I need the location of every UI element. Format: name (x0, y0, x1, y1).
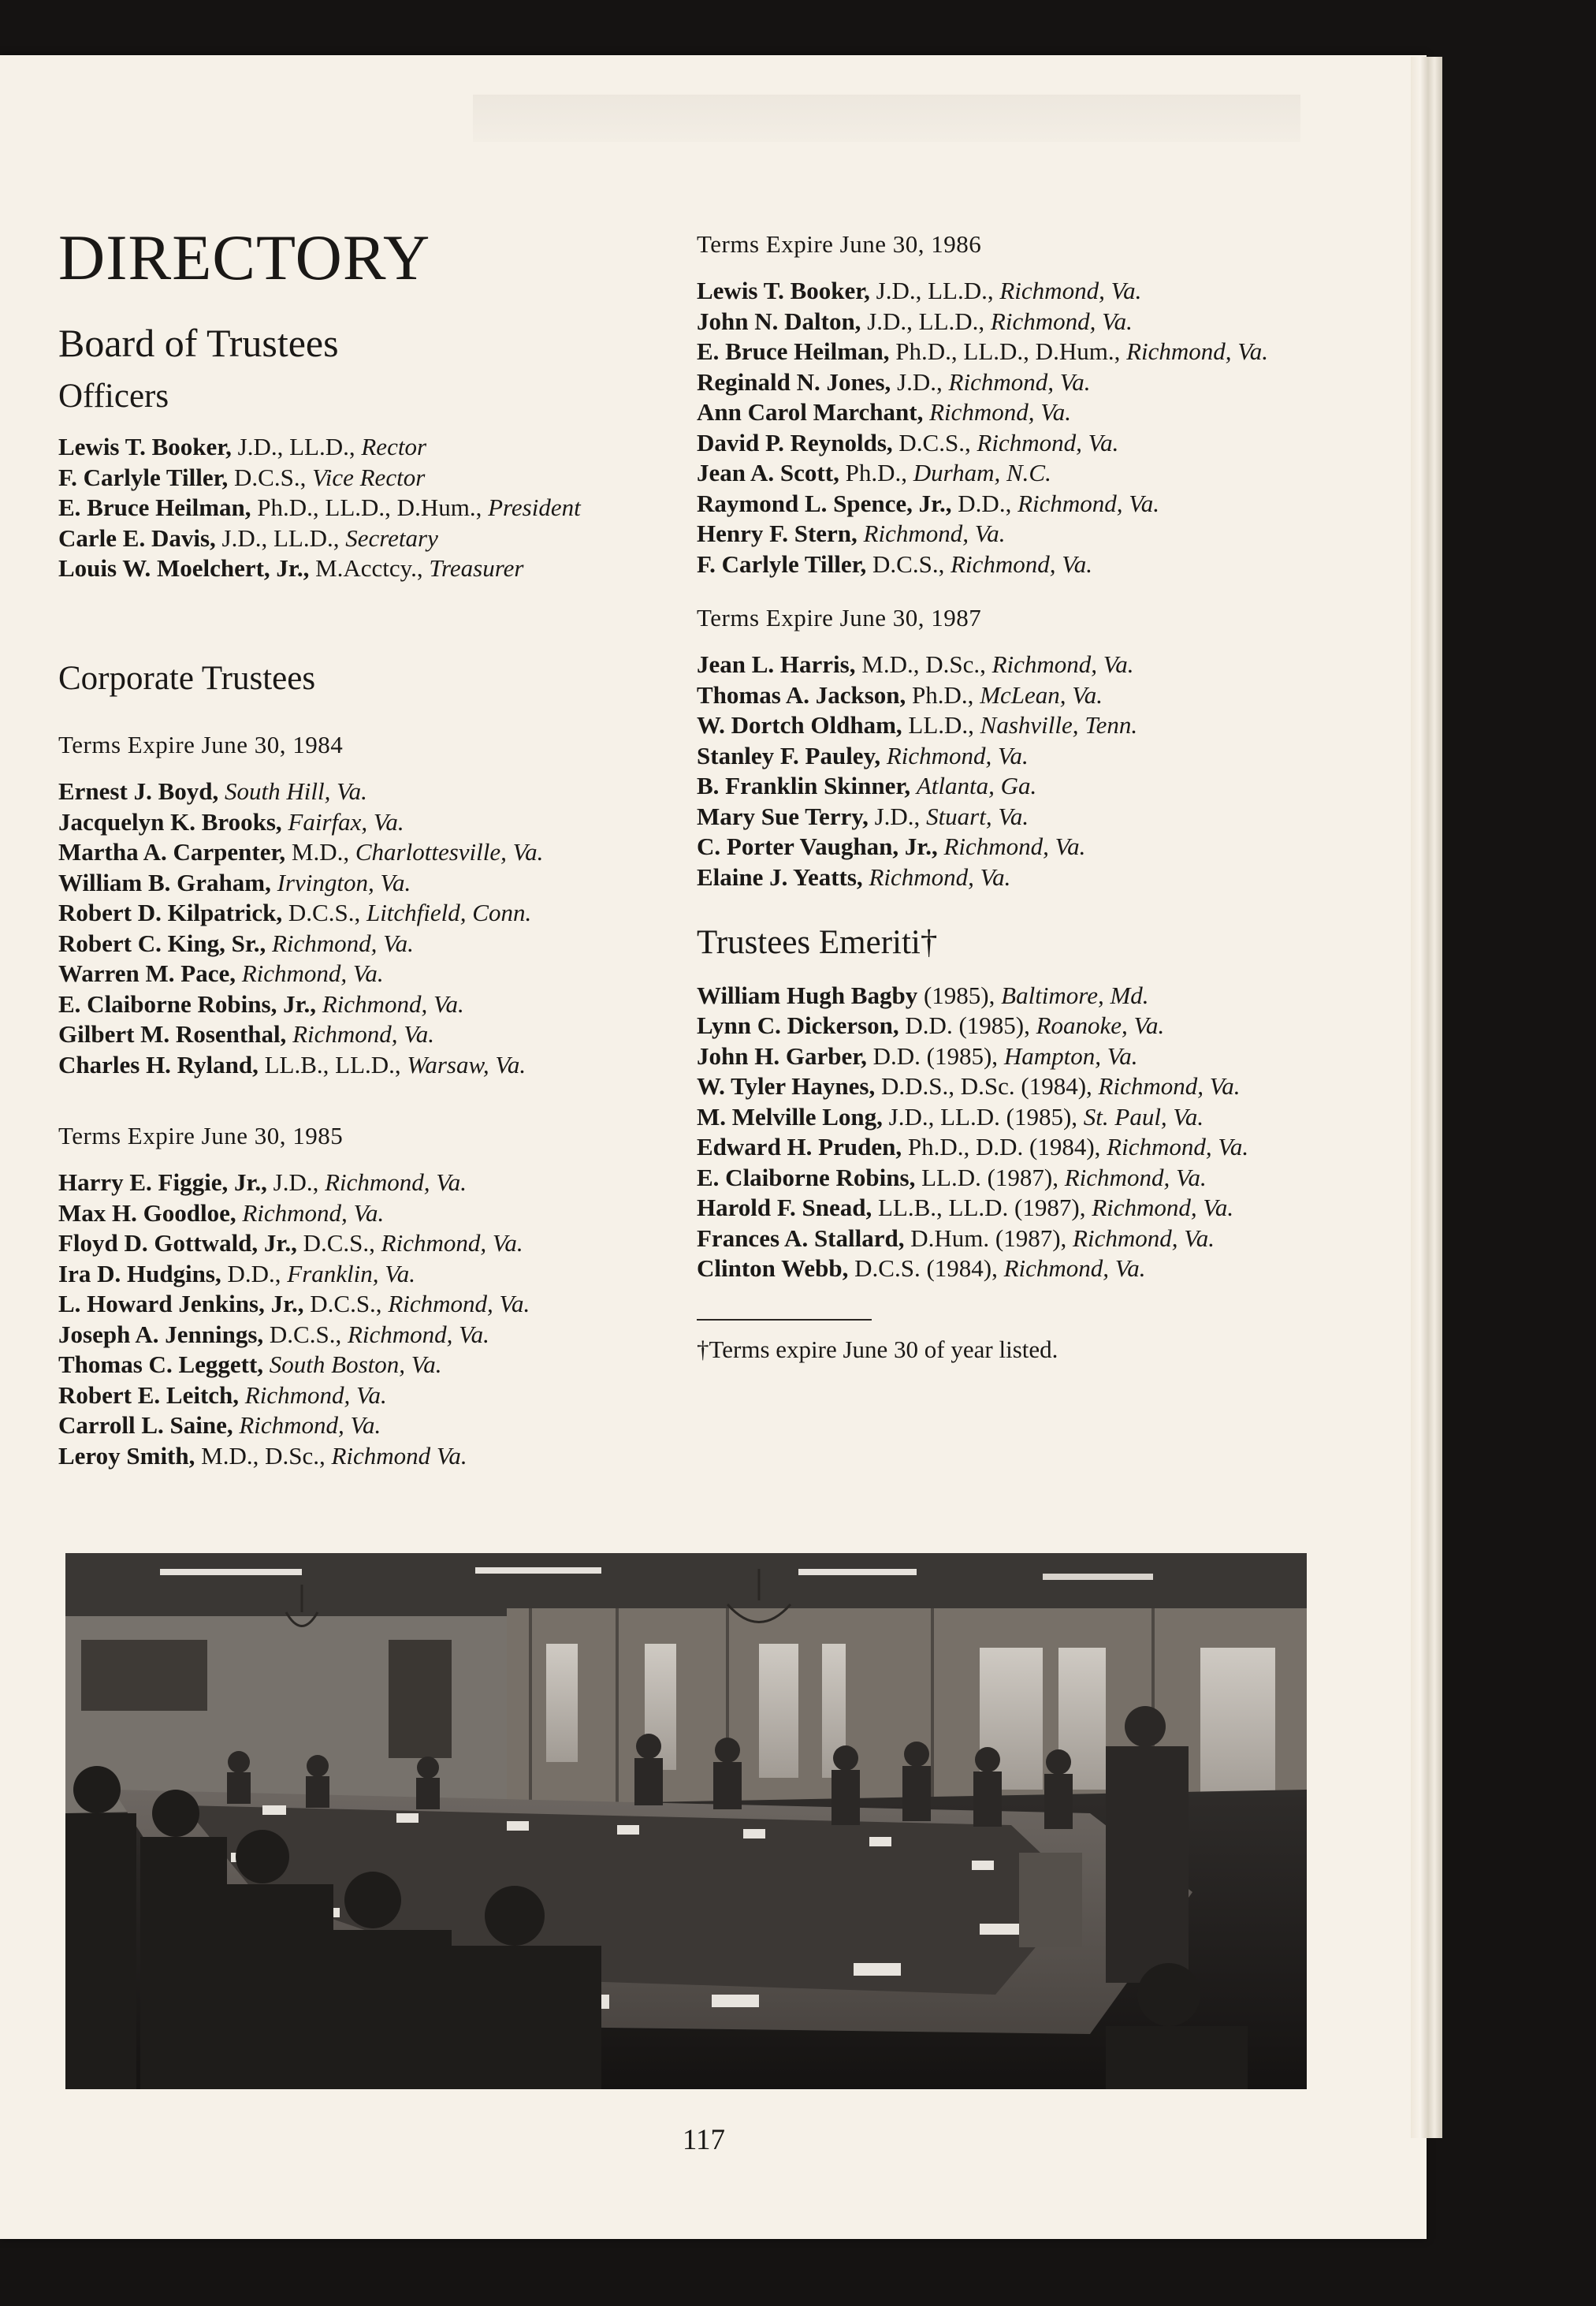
trustee-entry (697, 489, 1375, 520)
trustee-place: Richmond, Va. (1107, 1133, 1249, 1161)
trustee-place: Richmond, Va. (977, 428, 1119, 456)
trustee-place: Richmond, Va. (869, 862, 1011, 891)
trustee-place: Richmond, Va. (244, 1380, 387, 1409)
trustee-place: Richmond, Va. (1098, 1072, 1241, 1101)
trustee-degrees: M.D., (285, 838, 355, 866)
trustee-degrees: D.D. (1985), (898, 1011, 1036, 1040)
trustee-entry (58, 1168, 689, 1198)
board-meeting-photo (65, 1553, 1307, 2089)
trustee-entry (58, 463, 689, 494)
trustee-entry (697, 1041, 1375, 1072)
trustee-entry (58, 959, 689, 989)
trustee-entry (58, 1019, 689, 1050)
trustee-degrees (263, 1350, 270, 1378)
trustee-entry (697, 1224, 1375, 1254)
corporate-heading: Corporate Trustees (58, 659, 316, 697)
trustee-entry (697, 832, 1375, 862)
trustee-degrees: J.D., (868, 802, 927, 830)
trustee-place: Richmond, Va. (347, 1320, 489, 1348)
trustee-name: Thomas A. Jackson, (697, 680, 906, 709)
trustee-degrees: Ph.D., LL.D., D.Hum., (251, 494, 489, 522)
trustee-name: Ann Carol Marchant, (697, 398, 924, 427)
trustee-name: John H. Garber, (697, 1041, 867, 1070)
trustee-entry (697, 710, 1375, 741)
trustee-entry (58, 1320, 689, 1350)
trustee-name: Charles H. Ryland, (58, 1050, 259, 1078)
trustee-place: Richmond Va. (331, 1441, 467, 1470)
trustee-entry (697, 741, 1375, 772)
trustee-place: Richmond, Va. (943, 833, 1086, 861)
trustee-entry (58, 1441, 689, 1472)
trustee-degrees: M.Acctcy., (309, 554, 430, 583)
trustee-name: Robert E. Leitch, (58, 1380, 240, 1409)
trustee-name: B. Franklin Skinner, (697, 772, 911, 800)
trustee-degrees: D.D. (1985), (866, 1041, 1004, 1070)
trustee-degrees: Ph.D., D.D. (1984), (902, 1133, 1107, 1161)
trustee-entry (697, 519, 1375, 549)
trustee-name: Raymond L. Spence, Jr., (697, 489, 952, 517)
trustee-entry (58, 837, 689, 868)
trustee-place: Richmond, Va. (1017, 489, 1160, 517)
trustee-degrees (858, 520, 864, 547)
trustee-name: Max H. Goodloe, (58, 1198, 236, 1227)
trustee-name: Harold F. Snead, (697, 1194, 872, 1222)
trustee-entry (697, 680, 1375, 711)
trustee-degrees: Ph.D., LL.D., D.Hum., (889, 337, 1127, 366)
trustee-place: Stuart, Va. (926, 802, 1029, 830)
trustee-name: Thomas C. Leggett, (58, 1350, 264, 1379)
trustee-place: Franklin, Va. (287, 1259, 416, 1287)
trustee-name: F. Carlyle Tiller, (58, 463, 229, 491)
trustee-degrees: D.C.S., (296, 1229, 381, 1257)
trustee-name: Harry E. Figgie, Jr., (58, 1168, 267, 1197)
trustee-entry (697, 549, 1375, 580)
trustee-name: Lewis T. Booker, (58, 433, 232, 461)
trustee-place: Richmond, Va. (1126, 337, 1269, 366)
term-1986-list (697, 276, 1375, 579)
trustee-place: Warsaw, Va. (407, 1050, 526, 1078)
right-column (697, 213, 1375, 1365)
trustee-entry (697, 1102, 1375, 1133)
trustee-degrees: J.D., LL.D., (231, 433, 362, 461)
trustee-entry (58, 432, 689, 463)
trustee-place: President (488, 494, 581, 522)
trustee-degrees (880, 742, 887, 769)
trustee-entry (58, 929, 689, 959)
page-stack-edge (1411, 57, 1442, 2138)
page-title: DIRECTORY (58, 222, 431, 293)
trustee-degrees (923, 398, 929, 426)
trustee-degrees: D.D., (951, 489, 1018, 517)
term-1987-label: Terms Expire June 30, 1987 (697, 604, 982, 632)
trustee-entry (58, 1289, 689, 1320)
trustee-name: E. Bruce Heilman, (697, 337, 890, 366)
trustee-name: Martha A. Carpenter, (58, 838, 286, 866)
trustee-degrees: J.D., LL.D., (215, 523, 346, 552)
trustee-degrees: LL.D. (1987), (915, 1163, 1065, 1191)
trustee-name: Warren M. Pace, (58, 959, 236, 988)
trustee-name: Carle E. Davis, (58, 523, 216, 552)
trustee-degrees (316, 990, 322, 1018)
trustee-entry (58, 1350, 689, 1380)
trustee-entry (58, 1259, 689, 1290)
term-1986-label: Terms Expire June 30, 1986 (697, 230, 982, 258)
trustee-name: Mary Sue Terry, (697, 802, 869, 830)
trustee-entry (58, 989, 689, 1020)
trustee-entry (697, 1163, 1375, 1194)
trustee-place: Nashville, Tenn. (980, 711, 1138, 739)
trustee-degrees (218, 777, 225, 805)
trustee-name: E. Claiborne Robins, (697, 1163, 916, 1191)
trustee-degrees: D.C.S., (228, 463, 313, 491)
trustee-place: Richmond, Va. (999, 277, 1142, 305)
meeting-room-illustration (65, 1553, 1307, 2089)
trustee-entry (58, 807, 689, 838)
trustee-place: Irvington, Va. (277, 868, 411, 896)
trustee-name: Stanley F. Pauley, (697, 741, 881, 769)
trustee-entry (697, 1193, 1375, 1224)
trustee-entry (697, 337, 1375, 367)
trustee-entry (697, 428, 1375, 459)
trustee-name: Louis W. Moelchert, Jr., (58, 554, 310, 583)
trustee-place: Richmond, Va. (991, 650, 1134, 679)
trustee-name: Ira D. Hudgins, (58, 1259, 221, 1287)
trustee-degrees: D.C.S., (866, 549, 951, 578)
trustee-place: Hampton, Va. (1003, 1041, 1138, 1070)
trustee-degrees: D.D.S., D.Sc. (1984), (875, 1072, 1099, 1101)
trustee-place: Baltimore, Md. (1001, 981, 1149, 1009)
term-1984-list (58, 777, 689, 1080)
trustee-place: Richmond, Va. (239, 1411, 381, 1440)
trustee-degrees: LL.B., LL.D., (258, 1050, 407, 1078)
trustee-entry (58, 523, 689, 554)
trustee-degrees: J.D., (266, 1168, 326, 1197)
officers-list (58, 432, 689, 584)
trustee-place: Litchfield, Conn. (366, 899, 532, 927)
trustee-place: Richmond, Va. (863, 520, 1006, 548)
trustee-entry (697, 1071, 1375, 1102)
trustee-place: Richmond, Va. (271, 929, 414, 957)
trustee-place: Durham, N.C. (913, 459, 1051, 487)
trustee-entry (697, 650, 1375, 680)
trustee-degrees: D.C.S., (303, 1290, 389, 1318)
trustee-entry (697, 1132, 1375, 1163)
trustee-place: Richmond, Va. (322, 989, 464, 1018)
trustee-name: Henry F. Stern, (697, 520, 858, 548)
trustee-degrees: LL.D., (902, 711, 980, 739)
trustee-entry (697, 276, 1375, 307)
trustee-name: Clinton Webb, (697, 1254, 849, 1283)
trustee-entry (697, 397, 1375, 428)
trustee-place: Richmond, Va. (241, 959, 384, 988)
trustee-degrees: M.D., D.Sc., (855, 650, 992, 679)
trustee-place: St. Paul, Va. (1083, 1102, 1204, 1131)
trustee-name: Lewis T. Booker, (697, 277, 870, 305)
trustee-entry (697, 1254, 1375, 1284)
show-through-text (473, 95, 1300, 142)
trustee-entry (58, 1410, 689, 1441)
trustee-name: Joseph A. Jennings, (58, 1320, 264, 1348)
trustee-name: Jean L. Harris, (697, 650, 856, 679)
trustee-name: M. Melville Long, (697, 1102, 883, 1131)
trustee-degrees: LL.B., LL.D. (1987), (872, 1194, 1092, 1222)
trustee-place: Richmond, Va. (1003, 1254, 1146, 1283)
trustee-degrees (910, 772, 917, 799)
trustee-entry (697, 1011, 1375, 1041)
trustee-place: Richmond, Va. (292, 1020, 435, 1049)
trustee-name: E. Bruce Heilman, (58, 494, 251, 522)
trustee-place: McLean, Va. (980, 680, 1103, 709)
trustee-name: Floyd D. Gottwald, Jr., (58, 1229, 297, 1257)
trustee-entry (58, 553, 689, 584)
trustee-place: Richmond, Va. (1092, 1194, 1234, 1222)
trustee-entry (697, 802, 1375, 833)
trustee-place: Rector (361, 433, 427, 461)
trustee-degrees: D.D., (221, 1259, 288, 1287)
trustee-place: Richmond, Va. (325, 1168, 467, 1197)
trustee-degrees: D.C.S., (282, 899, 366, 927)
board-title: Board of Trustees (58, 321, 339, 365)
left-column (58, 213, 689, 1471)
trustee-name: William B. Graham, (58, 868, 271, 896)
trustee-place: Roanoke, Va. (1036, 1011, 1165, 1040)
trustee-entry (697, 367, 1375, 398)
term-1987-list (697, 650, 1375, 892)
trustee-degrees: J.D., LL.D., (861, 307, 991, 335)
trustee-degrees: D.C.S. (1984), (848, 1254, 1004, 1283)
trustee-degrees (286, 1020, 292, 1048)
trustee-place: Richmond, Va. (990, 307, 1133, 335)
trustee-degrees: (1985), (917, 981, 1002, 1009)
trustee-degrees: D.C.S., (892, 428, 977, 456)
trustee-degrees (236, 959, 242, 987)
trustee-name: Robert D. Kilpatrick, (58, 899, 283, 927)
emeriti-heading: Trustees Emeriti† (697, 924, 938, 962)
trustee-name: Reginald N. Jones, (697, 367, 891, 396)
term-1985-list (58, 1168, 689, 1471)
emeriti-list (697, 981, 1375, 1284)
trustee-name: John N. Dalton, (697, 307, 861, 335)
trustee-place: Richmond, Va. (951, 549, 1093, 578)
trustee-name: W. Tyler Haynes, (697, 1072, 876, 1101)
trustee-place: Secretary (345, 523, 438, 552)
trustee-entry (58, 493, 689, 523)
trustee-entry (697, 458, 1375, 489)
term-1985-label: Terms Expire June 30, 1985 (58, 1122, 344, 1150)
trustee-entry (58, 1228, 689, 1259)
footnote: †Terms expire June 30 of year listed. (697, 1335, 1058, 1363)
trustee-place: South Hill, Va. (225, 777, 367, 806)
page-number: 117 (682, 2124, 726, 2156)
trustee-entry (697, 981, 1375, 1011)
trustee-entry (58, 898, 689, 929)
trustee-place: Fairfax, Va. (288, 807, 404, 836)
officers-heading: Officers (58, 378, 169, 415)
trustee-entry (58, 1050, 689, 1081)
trustee-degrees: D.Hum. (1987), (904, 1224, 1073, 1252)
trustee-name: C. Porter Vaughan, Jr., (697, 833, 938, 861)
trustee-name: Ernest J. Boyd, (58, 777, 219, 806)
trustee-place: Charlottesville, Va. (355, 838, 544, 866)
trustee-name: W. Dortch Oldham, (697, 711, 902, 739)
trustee-name: E. Claiborne Robins, Jr., (58, 989, 316, 1018)
trustee-name: Carroll L. Saine, (58, 1411, 233, 1440)
trustee-place: Richmond, Va. (388, 1290, 530, 1318)
trustee-degrees (239, 1381, 245, 1409)
trustee-degrees: Ph.D., (906, 680, 980, 709)
trustee-degrees (271, 869, 277, 896)
trustee-name: Elaine J. Yeatts, (697, 862, 863, 891)
trustee-name: Leroy Smith, (58, 1441, 195, 1470)
trustee-degrees: J.D., (891, 367, 949, 396)
trustee-name: Gilbert M. Rosenthal, (58, 1020, 287, 1049)
trustee-degrees: J.D., LL.D. (1985), (882, 1102, 1084, 1131)
trustee-entry (697, 862, 1375, 893)
trustee-degrees: M.D., D.Sc., (195, 1441, 332, 1470)
trustee-name: Jacquelyn K. Brooks, (58, 807, 282, 836)
trustee-degrees: J.D., LL.D., (869, 277, 1000, 305)
trustee-entry (697, 771, 1375, 802)
trustee-place: Richmond, Va. (242, 1198, 385, 1227)
trustee-place: Richmond, Va. (948, 367, 1091, 396)
trustee-place: Atlanta, Ga. (916, 772, 1037, 800)
trustee-degrees (266, 929, 272, 957)
trustee-degrees: Ph.D., (839, 459, 913, 487)
trustee-place: Vice Rector (312, 463, 426, 491)
trustee-place: Richmond, Va. (929, 398, 1072, 427)
trustee-name: Frances A. Stallard, (697, 1224, 905, 1252)
trustee-place: Richmond, Va. (1073, 1224, 1215, 1252)
trustee-name: William Hugh Bagby (697, 981, 918, 1009)
trustee-entry (58, 868, 689, 899)
trustee-name: David P. Reynolds, (697, 428, 893, 456)
trustee-place: South Boston, Va. (269, 1350, 442, 1379)
trustee-name: L. Howard Jenkins, Jr., (58, 1290, 304, 1318)
trustee-entry (697, 307, 1375, 337)
trustee-entry (58, 1198, 689, 1229)
trustee-place: Richmond, Va. (886, 741, 1029, 769)
trustee-name: F. Carlyle Tiller, (697, 549, 867, 578)
trustee-name: Edward H. Pruden, (697, 1133, 902, 1161)
trustee-place: Richmond, Va. (1064, 1163, 1207, 1191)
trustee-entry (58, 777, 689, 807)
trustee-name: Robert C. King, Sr., (58, 929, 266, 957)
trustee-degrees: D.C.S., (263, 1320, 348, 1348)
trustee-place: Richmond, Va. (381, 1229, 523, 1257)
trustee-place: Treasurer (429, 554, 524, 583)
term-1984-label: Terms Expire June 30, 1984 (58, 731, 344, 759)
footnote-rule (697, 1319, 872, 1321)
trustee-name: Jean A. Scott, (697, 459, 839, 487)
trustee-entry (58, 1380, 689, 1411)
trustee-name: Lynn C. Dickerson, (697, 1011, 899, 1040)
